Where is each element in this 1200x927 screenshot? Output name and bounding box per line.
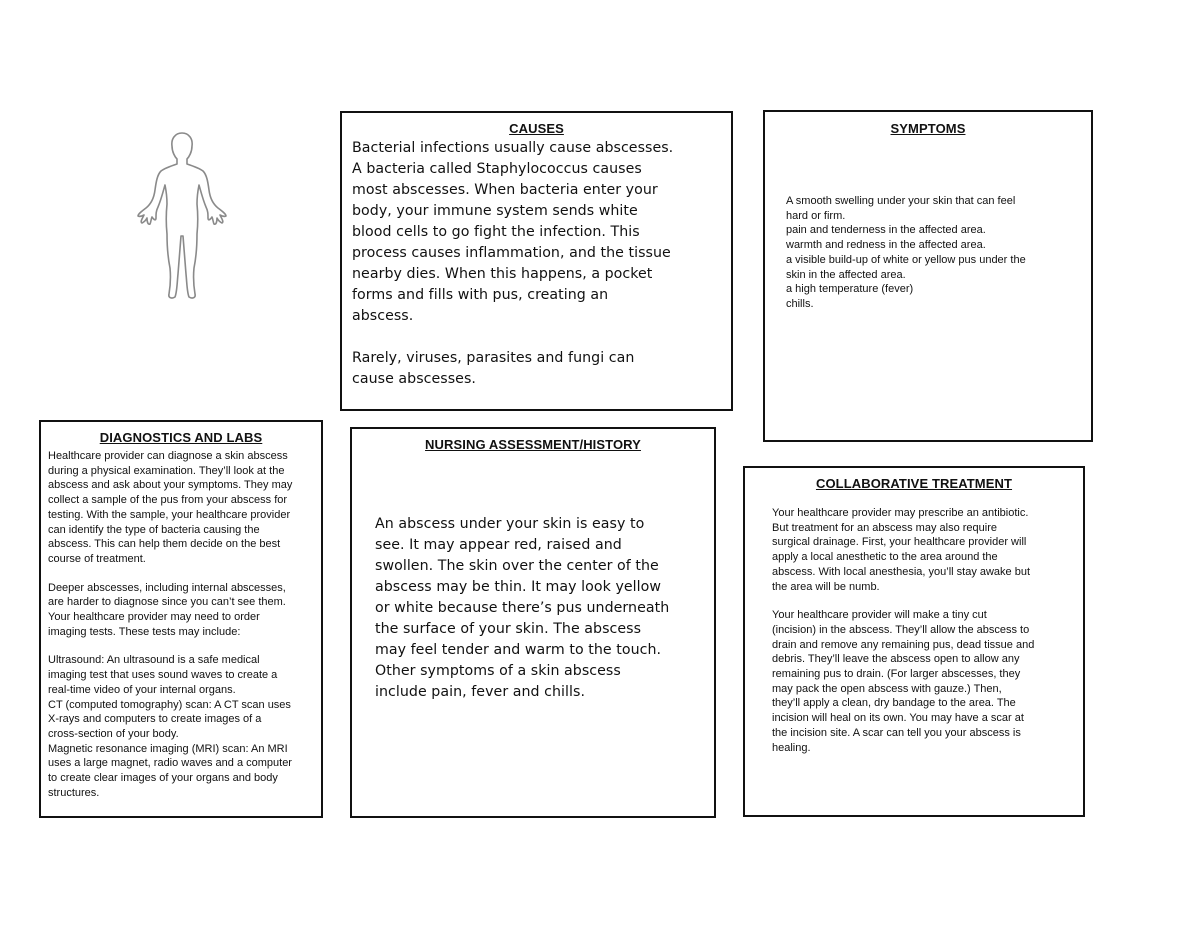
diagnostics-paragraph-2: Deeper abscesses, including internal abscesses, are harder to diagnose since you can’t see them. Your healthcare provider may need to order imaging tests. These tests may include: [48, 581, 286, 638]
causes-title: CAUSES [509, 121, 564, 136]
symptom-item: chills. [786, 297, 814, 310]
diagnostics-content [48, 449, 320, 800]
nursing-assessment-panel [350, 427, 716, 818]
symptom-item: A smooth swelling under your skin that can feel hard or firm. [786, 195, 1016, 222]
diagnostics-panel [39, 420, 323, 818]
nursing-content [375, 514, 710, 703]
treatment-content [772, 506, 1072, 755]
causes-paragraph-1: Bacterial infections usually cause abscesses. A bacteria called Staphylococcus causes most abscesses. When bacteria enter your body, your immune system sends white blood cells to go fight the infection. This process causes inflammation, and the tissue nearby dies. When this happens, a pocket forms and fills with pus, creating an abscess. [352, 140, 674, 324]
causes-paragraph-2: Rarely, viruses, parasites and fungi can cause abscesses. [352, 350, 635, 387]
nursing-title: NURSING ASSESSMENT/HISTORY [425, 437, 641, 452]
treatment-title: COLLABORATIVE TREATMENT [815, 476, 1013, 491]
treatment-paragraph-1: Your healthcare provider may prescribe an antibiotic. But treatment for an abscess may also require surgical drainage. First, your healthcare provider will apply a local anesthetic to the area around the abscess. With local anesthesia, you’ll stay awake but the area will be numb. [772, 507, 1031, 593]
diagnostics-title: DIAGNOSTICS AND LABS [99, 430, 263, 445]
causes-content [352, 138, 727, 390]
causes-panel [340, 111, 733, 411]
symptom-item: a visible build-up of white or yellow pus under the skin in the affected area. [786, 253, 1026, 281]
diagnostics-paragraph-3: Ultrasound: An ultrasound is a safe medical imaging test that uses sound waves to create a real-time video of your internal organs. CT (computed tomography) scan: A CT scan uses X-rays and computers to create images of a cross-section of your body. Magnetic resonance imaging (MRI) scan: An MRI uses a large magnet, radio waves and a computer to create clear images of your organs and body structures. [48, 654, 292, 799]
symptoms-title: SYMPTOMS [890, 121, 966, 136]
human-body-outline-icon [130, 128, 234, 304]
symptom-item: warmth and redness in the affected area. [786, 239, 986, 252]
collaborative-treatment-panel [743, 466, 1085, 817]
diagnostics-paragraph-1: Healthcare provider can diagnose a skin abscess during a physical examination. They’ll look at the abscess and ask about your symptoms. They may collect a sample of the pus from your abscess for testing. With the sample, your healthcare provider can identify the type of bacteria causing the abscess. This can help them decide on the best course of treatment. [48, 450, 293, 565]
symptoms-panel [763, 110, 1093, 442]
nursing-paragraph: An abscess under your skin is easy to see. It may appear red, raised and swollen. The skin over the center of the abscess may be thin. It may look yellow or white because there’s pus underneath the surface of your skin. The abscess may feel tender and warm to the touch. Other symptoms of a skin abscess include pain, fever and chills. [375, 516, 670, 700]
treatment-paragraph-2: Your healthcare provider will make a tiny cut (incision) in the abscess. They’ll allow the abscess to drain and remove any remaining pus, dead tissue and debris. They’ll leave the abscess open to allow any remaining pus to drain. (For larger abscesses, they may pack the open abscess with gauze.) Then, they’ll apply a clean, dry bandage to the area. The incision will heal on its own. You may have a scar at the incision site. A scar can tell you your abscess is healing. [772, 609, 1035, 754]
symptom-item: a high temperature (fever) [786, 283, 914, 296]
body-outline-path [138, 133, 226, 298]
symptoms-list [786, 194, 1086, 312]
symptom-item: pain and tenderness in the affected area. [786, 224, 986, 237]
